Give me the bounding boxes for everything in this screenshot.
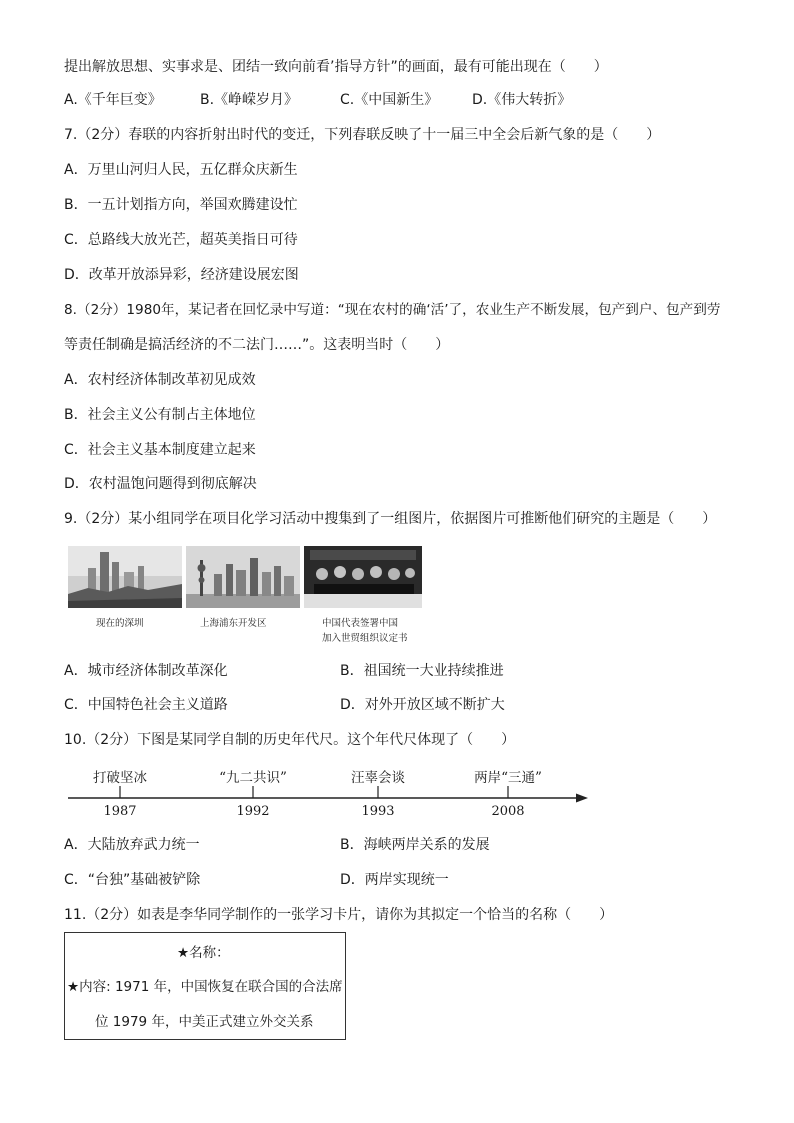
q9-stem: 9.（2分）某小组同学在项目化学习活动中搜集到了一组图片，依据图片可推断他们研究的主题是（ ） bbox=[64, 511, 717, 527]
card-name-label: ★名称： bbox=[177, 945, 230, 961]
caption-wto-line1: 中国代表签署中国 bbox=[322, 618, 399, 629]
pudong-photo bbox=[186, 546, 300, 608]
timeline-event-1993: 汪辜会谈 bbox=[351, 770, 405, 786]
shenzhen-photo bbox=[68, 546, 182, 608]
q10-stem: 10.（2分）下图是某同学自制的历史年代尺。这个年代尺体现了（ ） bbox=[64, 732, 516, 748]
timeline-year-1992: 1992 bbox=[236, 804, 270, 819]
wto-signing-photo bbox=[304, 546, 422, 608]
timeline-year-2008: 2008 bbox=[491, 804, 525, 819]
q9-option-a[interactable]: A．城市经济体制改革深化 bbox=[64, 663, 228, 679]
q9-option-b[interactable]: B．祖国统一大业持续推进 bbox=[340, 663, 504, 679]
timeline-event-1987: 打破坚冰 bbox=[93, 770, 147, 786]
caption-wto-line2: 加入世贸组织议定书 bbox=[322, 633, 408, 644]
q10-option-a[interactable]: A．大陆放弃武力统一 bbox=[64, 837, 200, 853]
q7-stem: 7.（2分）春联的内容折射出时代的变迁，下列春联反映了十一届三中全会后新气象的是（ ） bbox=[64, 127, 661, 143]
q7-option-c[interactable]: C．总路线大放光芒，超英美指日可待 bbox=[64, 232, 298, 248]
card-content-line2: 位 1979 年，中美正式建立外交关系 bbox=[95, 1014, 314, 1030]
q11-stem: 11.（2分）如表是李华同学制作的一张学习卡片，请你为其拟定一个恰当的名称（ ） bbox=[64, 907, 614, 923]
q10-option-d[interactable]: D．两岸实现统一 bbox=[340, 872, 449, 888]
q8-stem-line1: 8.（2分）1980年，某记者在回忆录中写道：“现在农村的确‘活’了，农业生产不断发展，包产到户、包产到劳 bbox=[64, 302, 721, 318]
timeline-year-1987: 1987 bbox=[103, 804, 137, 819]
q7-option-b[interactable]: B．一五计划指方向，举国欢腾建设忙 bbox=[64, 197, 298, 213]
q6-stem-continuation: 提出解放思想、实事求是、团结一致向前看’指导方针”的画面，最有可能出现在（ ） bbox=[64, 59, 608, 75]
q6-option-b[interactable]: B.《峥嵘岁月》 bbox=[200, 92, 299, 108]
timeline-event-1992: “九二共识” bbox=[219, 770, 287, 786]
q7-option-a[interactable]: A．万里山河归人民，五亿群众庆新生 bbox=[64, 162, 298, 178]
q10-option-b[interactable]: B．海峡两岸关系的发展 bbox=[340, 837, 490, 853]
study-card bbox=[64, 932, 346, 1040]
history-timeline bbox=[64, 764, 594, 824]
q6-option-a[interactable]: A.《千年巨变》 bbox=[64, 92, 162, 108]
q6-option-d[interactable]: D.《伟大转折》 bbox=[472, 92, 572, 108]
q8-option-d[interactable]: D．农村温饱问题得到彻底解决 bbox=[64, 476, 257, 492]
q8-option-a[interactable]: A．农村经济体制改革初见成效 bbox=[64, 372, 256, 388]
timeline-event-2008: 两岸“三通” bbox=[474, 770, 542, 786]
q7-option-d[interactable]: D．改革开放添异彩，经济建设展宏图 bbox=[64, 267, 299, 283]
q8-option-c[interactable]: C．社会主义基本制度建立起来 bbox=[64, 442, 256, 458]
q10-option-c[interactable]: C．“台独”基础被铲除 bbox=[64, 872, 201, 888]
card-content-line1: ★内容: 1971 年，中国恢复在联合国的合法席 bbox=[67, 979, 343, 995]
caption-shenzhen: 现在的深圳 bbox=[96, 618, 144, 629]
q9-option-c[interactable]: C．中国特色社会主义道路 bbox=[64, 697, 228, 713]
caption-pudong: 上海浦东开发区 bbox=[200, 618, 267, 629]
q8-option-b[interactable]: B．社会主义公有制占主体地位 bbox=[64, 407, 256, 423]
q9-option-d[interactable]: D．对外开放区域不断扩大 bbox=[340, 697, 505, 713]
q6-option-c[interactable]: C.《中国新生》 bbox=[340, 92, 439, 108]
q8-stem-line2: 等责任制确是搞活经济的不二法门……”。这表明当时（ ） bbox=[64, 337, 450, 353]
timeline-year-1993: 1993 bbox=[361, 804, 395, 819]
